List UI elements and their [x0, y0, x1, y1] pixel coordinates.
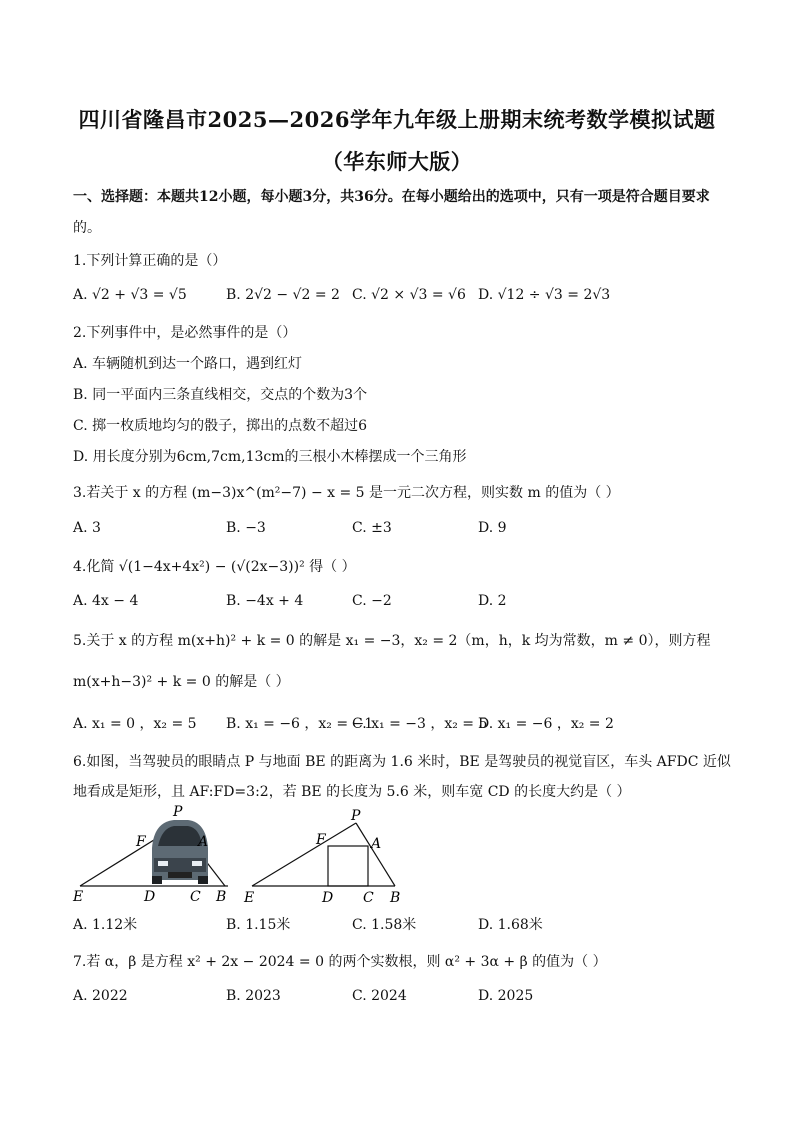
q1-option-b: B. 2√2 − √2 = 2: [226, 287, 340, 303]
fig2-label-e: E: [244, 890, 255, 906]
question-5-stem: 5.关于 x 的方程 m(x+h)² + k = 0 的解是 x₁ = −3，x₂ = 2（m，h，k 均为常数，m ≠ 0），则方程: [73, 633, 711, 649]
question-6-stem-cont: 地看成是矩形，且 AF:FD=3:2，若 BE 的长度为 5.6 米，则车宽 CD 的长度大约是（ ）: [73, 784, 631, 800]
question-6-stem: 6.如图，当驾驶员的眼睛点 P 与地面 BE 的距离为 1.6 米时，BE 是驾驶员的视觉盲区，车头 AFDC 近似: [73, 754, 731, 770]
q4-option-a: A. 4x − 4: [73, 593, 139, 609]
question-7-stem: 7.若 α，β 是方程 x² + 2x − 2024 = 0 的两个实数根，则 α² + 3α + β 的值为（ ）: [73, 954, 607, 970]
q5-option-b: B. x₁ = −6 ，x₂ = −1: [226, 716, 374, 732]
car-blind-spot-figure: [70, 800, 240, 908]
q6-option-b: B. 1.15米: [226, 917, 291, 933]
q3-option-b: B. −3: [226, 520, 266, 536]
fig2-label-d: D: [322, 890, 334, 906]
q5-option-a: A. x₁ = 0 ，x₂ = 5: [73, 716, 197, 732]
fig1-label-b: B: [216, 889, 227, 905]
q4-option-b: B. −4x + 4: [226, 593, 304, 609]
question-1-stem: 1.下列计算正确的是（）: [73, 253, 227, 269]
q1-option-c: C. √2 × √3 = √6: [352, 287, 466, 303]
q7-option-d: D. 2025: [478, 988, 534, 1004]
fig1-label-a: A: [198, 834, 209, 850]
fig1-label-d: D: [144, 889, 156, 905]
q3-option-d: D. 9: [478, 520, 507, 536]
fig2-label-f: F: [316, 832, 326, 848]
fig2-label-p: P: [351, 808, 361, 824]
fig2-label-a: A: [371, 836, 382, 852]
section-heading-cont: 的。: [73, 220, 101, 236]
fig1-label-p: P: [173, 804, 183, 820]
q4-option-d: D. 2: [478, 593, 507, 609]
q5-option-d: D. x₁ = −6 ，x₂ = 2: [478, 716, 614, 732]
page-subtitle: （华东师大版）: [321, 149, 473, 174]
q1-option-a: A. √2 + √3 = √5: [73, 287, 187, 303]
q2-option-c: C. 掷一枚质地均匀的骰子，掷出的点数不超过6: [73, 418, 368, 434]
question-5-stem-cont: m(x+h−3)² + k = 0 的解是（ ）: [73, 674, 290, 690]
q2-option-b: B. 同一平面内三条直线相交，交点的个数为3个: [73, 387, 368, 403]
q7-option-b: B. 2023: [226, 988, 281, 1004]
q2-option-a: A. 车辆随机到达一个路口，遇到红灯: [73, 356, 303, 372]
geometry-diagram: [240, 806, 412, 910]
q6-option-d: D. 1.68米: [478, 917, 543, 933]
page-title: 四川省隆昌市2025—2026学年九年级上册期末统考数学模拟试题: [78, 107, 716, 132]
q6-option-c: C. 1.58米: [352, 917, 417, 933]
question-3-stem: 3.若关于 x 的方程 (m−3)x^(m²−7) − x = 5 是一元二次方程，则实数 m 的值为（ ）: [73, 485, 620, 501]
question-4-stem: 4.化简 √(1−4x+4x²) − (√(2x−3))² 得（ ）: [73, 559, 356, 575]
q7-option-a: A. 2022: [73, 988, 128, 1004]
fig1-label-f: F: [136, 834, 146, 850]
q3-option-c: C. ±3: [352, 520, 392, 536]
q2-option-d: D. 用长度分别为6cm,7cm,13cm的三根小木棒摆成一个三角形: [73, 449, 467, 465]
q7-option-c: C. 2024: [352, 988, 407, 1004]
fig1-label-c: C: [190, 889, 201, 905]
question-2-stem: 2.下列事件中，是必然事件的是（）: [73, 325, 297, 341]
q4-option-c: C. −2: [352, 593, 392, 609]
q5-option-c: C. x₁ = −3 ，x₂ = 5: [352, 716, 488, 732]
q6-option-a: A. 1.12米: [73, 917, 138, 933]
fig2-label-c: C: [363, 890, 374, 906]
fig1-label-e: E: [73, 889, 84, 905]
fig2-label-b: B: [390, 890, 401, 906]
q3-option-a: A. 3: [73, 520, 101, 536]
q1-option-d: D. √12 ÷ √3 = 2√3: [478, 287, 611, 303]
section-heading: 一、选择题：本题共12小题，每小题3分，共36分。在每小题给出的选项中，只有一项是符合题目要求: [73, 189, 710, 205]
car-image: [152, 820, 208, 884]
